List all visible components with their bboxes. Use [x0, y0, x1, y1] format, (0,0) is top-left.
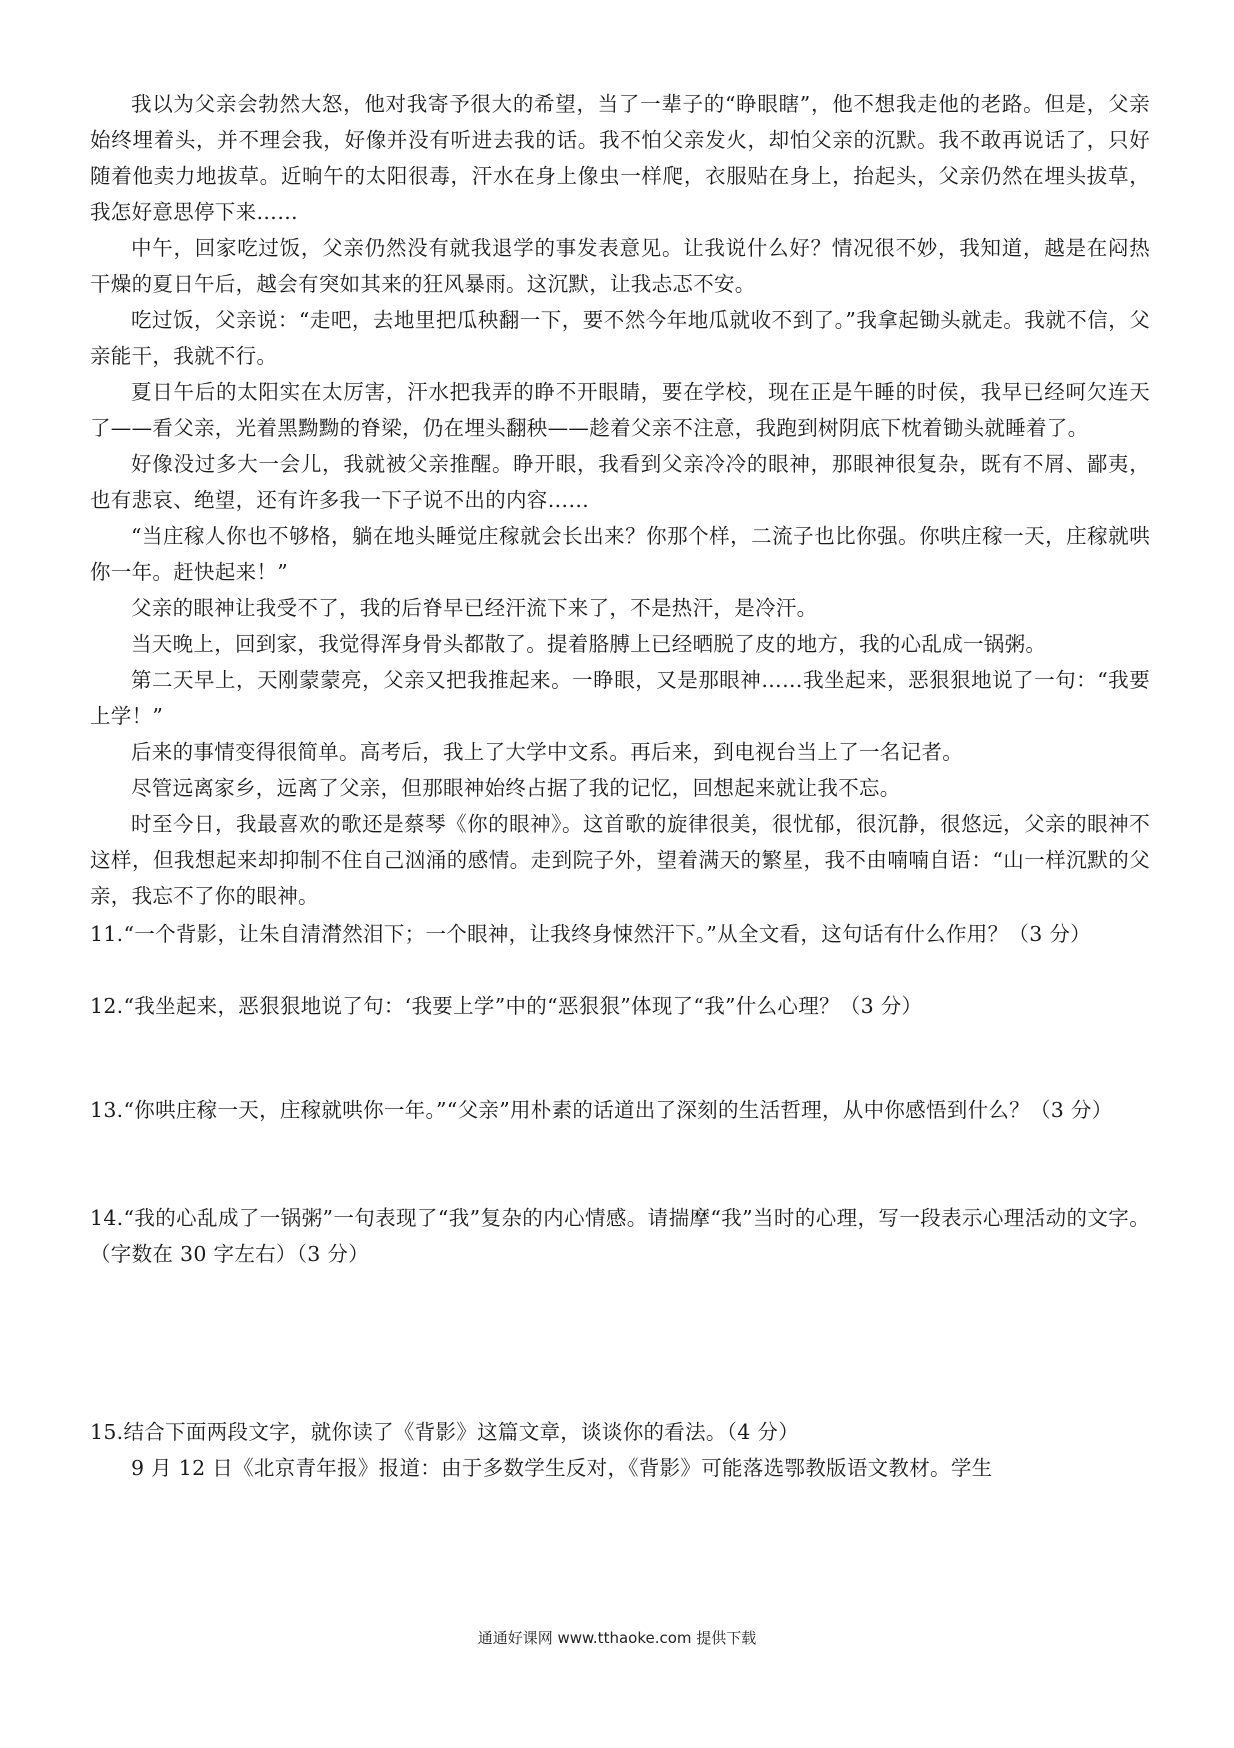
- paragraph: 当天晚上，回到家，我觉得浑身骨头都散了。提着胳膊上已经晒脱了皮的地方，我的心乱成一锅粥。: [131, 632, 1047, 656]
- paragraph: 第二天早上，天刚蒙蒙亮，父亲又把我推起来。一睁眼，又是那眼神……我坐起来，恶狠狠地说了一句：“我要上学！”: [90, 668, 1150, 728]
- paragraph: 时至今日，我最喜欢的歌还是蔡琴《你的眼神》。这首歌的旋律很美，很忧郁，很沉静，很悠远，父亲的眼神不这样，但我想起来却抑制不住自己汹涌的感情。走到院子外，望着满天的繁星，我不由喃喃自语：“山一样沉默的父亲，我忘不了你的眼神。: [90, 812, 1150, 908]
- document-page: [90, 86, 1150, 1486]
- question-section: [90, 916, 1150, 1486]
- paragraph: 中午，回家吃过饭，父亲仍然没有就我退学的事发表意见。让我说什么好？情况很不妙，我知道，越是在闷热干燥的夏日午后，越会有突如其来的狂风暴雨。这沉默，让我忐忑不安。: [90, 236, 1150, 296]
- paragraph: “当庄稼人你也不够格，躺在地头睡觉庄稼就会长出来？你那个样，二流子也比你强。你哄庄稼一天，庄稼就哄你一年。赶快起来！”: [90, 524, 1150, 584]
- question-14: 14.“我的心乱成了一锅粥”一句表现了“我”复杂的内心情感。请揣摩“我”当时的心理，写一段表示心理活动的文字。（字数在 30 字左右）（3 分）: [90, 1206, 1150, 1266]
- page-footer: 通通好课网 www.tthaoke.com 提供下载: [477, 1629, 757, 1647]
- paragraph: 夏日午后的太阳实在太厉害，汗水把我弄的睁不开眼睛，要在学校，现在正是午睡的时侯，我早已经呵欠连天了——看父亲，光着黑黝黝的脊梁，仍在埋头翻秧——趁着父亲不注意，我跑到树阴底下枕着锄头就睡着了。: [90, 380, 1150, 440]
- paragraph: 我以为父亲会勃然大怒，他对我寄予很大的希望，当了一辈子的“睁眼瞎”，他不想我走他的老路。但是，父亲始终埋着头，并不理会我，好像并没有听进去我的话。我不怕父亲发火，却怕父亲的沉默。我不敢再说话了，只好随着他卖力地拔草。近晌午的太阳很毒，汗水在身上像虫一样爬，衣服贴在身上，抬起头，父亲仍然在埋头拔草，我怎好意思停下来……: [90, 92, 1150, 224]
- story-text: [90, 86, 1150, 914]
- paragraph: 尽管远离家乡，远离了父亲，但那眼神始终占据了我的记忆，回想起来就让我不忘。: [131, 776, 901, 800]
- paragraph: 父亲的眼神让我受不了，我的后脊早已经汗流下来了，不是热汗，是冷汗。: [131, 596, 818, 620]
- question-15: 15.结合下面两段文字，就你读了《背影》这篇文章，谈谈你的看法。（4 分）: [90, 1420, 800, 1444]
- paragraph: 后来的事情变得很简单。高考后，我上了大学中文系。再后来，到电视台当上了一名记者。: [131, 740, 963, 764]
- paragraph: 好像没过多大一会儿，我就被父亲推醒。睁开眼，我看到父亲冷冷的眼神，那眼神很复杂，既有不屑、鄙夷，也有悲哀、绝望，还有许多我一下子说不出的内容……: [90, 452, 1150, 512]
- question-12: 12.“我坐起来，恶狠狠地说了句：‘我要上学”中的“恶狠狠”体现了“我”什么心理？（3 分）: [90, 994, 923, 1018]
- paragraph: 吃过饭，父亲说：“走吧，去地里把瓜秧翻一下，要不然今年地瓜就收不到了。”我拿起锄头就走。我就不信，父亲能干，我就不行。: [90, 308, 1150, 368]
- question-13: 13.“你哄庄稼一天，庄稼就哄你一年。”“父亲”用朴素的话道出了深刻的生活哲理，从中你感悟到什么？（3 分）: [90, 1098, 1113, 1122]
- question-11: 11.“一个背影，让朱自清潸然泪下；一个眼神，让我终身悚然汗下。”从全文看，这句话有什么作用？（3 分）: [90, 922, 1091, 946]
- question-15-material: 9 月 12 日《北京青年报》报道：由于多数学生反对，《背影》可能落选鄂教版语文教材。学生: [131, 1456, 993, 1480]
